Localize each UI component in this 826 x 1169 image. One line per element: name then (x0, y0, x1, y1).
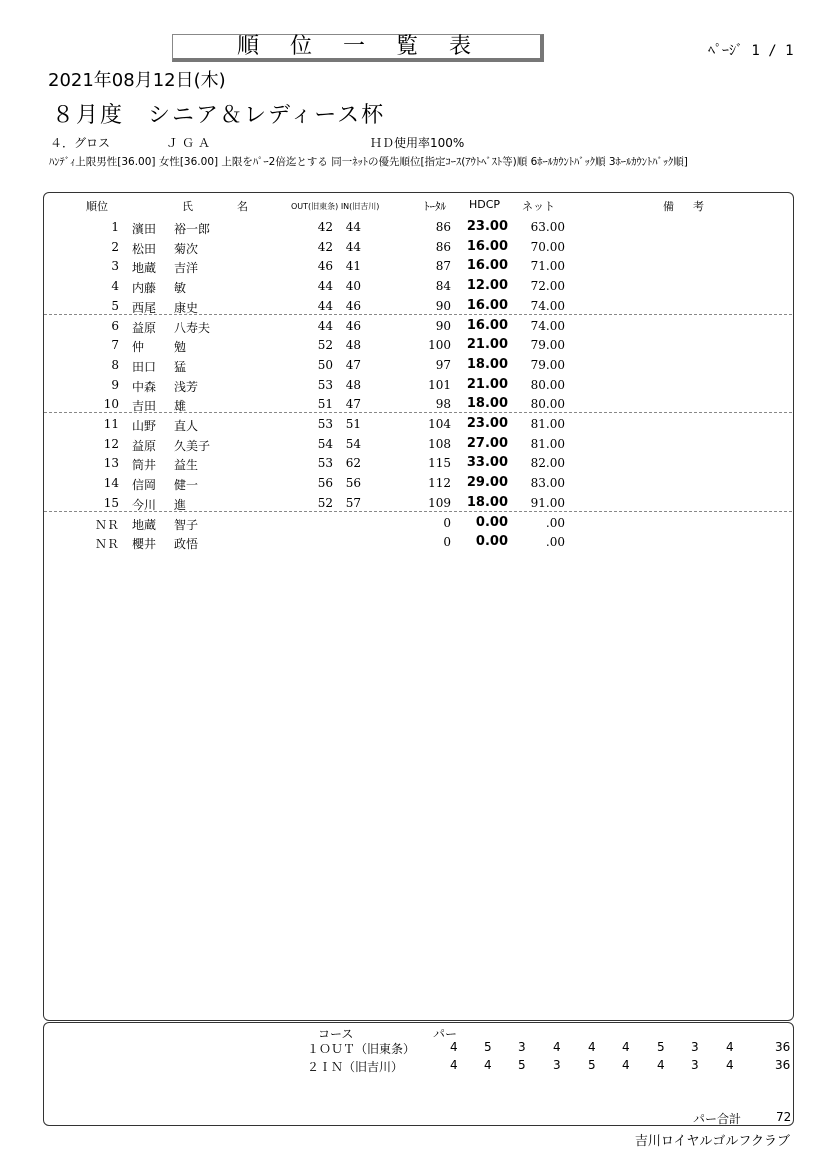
in-score-cell: 51 (345, 417, 361, 431)
hdcp-cell: 33.00 (466, 455, 508, 471)
table-row (44, 335, 792, 355)
given-name-cell: 敏 (174, 281, 187, 296)
surname-cell: 仲 (132, 340, 145, 355)
table-row (44, 237, 792, 257)
col-name-1: 氏 (182, 200, 193, 213)
hole-par: 3 (691, 1058, 699, 1072)
course-row (0, 1040, 826, 1056)
total-cell: 86 (435, 239, 451, 254)
rank-cell: ＮＲ (94, 517, 119, 532)
in-score-cell: 56 (345, 476, 361, 491)
total-cell: 86 (435, 220, 451, 234)
hdcp-cell: 16.00 (466, 317, 508, 333)
hole-par: 3 (553, 1058, 561, 1072)
hdcp-cell: 18.00 (466, 494, 508, 510)
net-cell: 81.00 (530, 436, 565, 451)
given-name-cell: 菊次 (174, 241, 199, 256)
hdcp-cell: 23.00 (466, 416, 508, 431)
out-score-cell: 56 (317, 476, 333, 491)
net-cell: 81.00 (530, 417, 565, 431)
out-score-cell: 53 (317, 417, 333, 431)
hole-par: 4 (450, 1058, 458, 1072)
given-name-cell: 智子 (174, 517, 199, 532)
out-score-cell: 42 (317, 239, 333, 254)
total-cell: 0 (443, 535, 451, 550)
total-cell: 115 (428, 456, 451, 471)
hole-par: 4 (588, 1040, 596, 1054)
hole-par: 4 (553, 1040, 561, 1054)
net-cell: 72.00 (530, 279, 565, 294)
title-box (172, 34, 544, 62)
course-par-total: 36 (775, 1040, 791, 1054)
event-name: ８月度 シニア＆レディース杯 (52, 103, 386, 128)
par-label: パー (433, 1027, 458, 1041)
given-name-cell: 進 (174, 497, 187, 512)
in-score-cell: 47 (345, 357, 361, 372)
rank-cell: 6 (111, 318, 119, 333)
rank-cell: 15 (103, 495, 119, 510)
hole-par: 5 (484, 1040, 492, 1054)
hole-par: 4 (622, 1040, 630, 1054)
page-title: 順位一覧表 (236, 34, 502, 59)
rank-cell: 7 (111, 338, 119, 353)
table-row (44, 276, 792, 296)
in-score-cell: 46 (345, 318, 361, 333)
total-cell: 109 (428, 495, 451, 510)
total-cell: 0 (443, 515, 451, 530)
col-rank: 順位 (86, 200, 108, 213)
table-row (44, 532, 792, 552)
total-cell: 97 (435, 357, 451, 372)
net-cell: 91.00 (530, 495, 565, 510)
out-score-cell: 44 (317, 298, 333, 313)
out-score-cell: 50 (317, 357, 333, 372)
surname-cell: 山野 (132, 419, 157, 433)
association: ＪＧＡ (166, 136, 215, 150)
net-cell: 80.00 (530, 397, 565, 412)
in-score-cell: 47 (345, 397, 361, 412)
surname-cell: 筒井 (132, 458, 157, 473)
table-row (44, 375, 792, 395)
net-cell: .00 (545, 535, 565, 550)
rank-cell: 12 (103, 436, 119, 451)
hole-par: 5 (657, 1040, 665, 1054)
net-cell: 79.00 (530, 357, 565, 372)
in-score-cell: 46 (345, 298, 361, 313)
hole-par: 4 (622, 1058, 630, 1072)
rank-cell: 11 (103, 417, 119, 431)
given-name-cell: 浅芳 (174, 379, 199, 394)
hole-par: 4 (484, 1058, 492, 1072)
given-name-cell: 久美子 (174, 438, 211, 453)
col-name-2: 名 (237, 200, 248, 213)
hole-par: 5 (588, 1058, 596, 1072)
total-cell: 104 (428, 417, 451, 431)
net-cell: 79.00 (530, 338, 565, 353)
given-name-cell: 健一 (174, 478, 199, 493)
table-row (44, 217, 792, 237)
surname-cell: 中森 (132, 379, 157, 394)
in-score-cell: 48 (345, 338, 361, 353)
net-cell: .00 (545, 515, 565, 530)
in-score-cell: 54 (345, 436, 361, 451)
net-cell: 71.00 (530, 259, 565, 274)
course-par-total: 36 (775, 1058, 791, 1072)
club-name: 吉川ロイヤルゴルフクラブ (634, 1134, 790, 1149)
table-row (44, 316, 792, 336)
page-number: ﾍﾟｰｼﾞ 1 / 1 (708, 43, 794, 59)
row-divider (44, 511, 792, 512)
total-cell: 87 (435, 259, 451, 274)
col-net: ネット (522, 200, 555, 213)
table-row (44, 473, 792, 493)
in-score-cell: 48 (345, 377, 361, 392)
hdcp-cell: 27.00 (466, 435, 508, 451)
hdcp-cell: 16.00 (466, 238, 508, 254)
col-total: ﾄｰﾀﾙ (424, 200, 446, 213)
in-score-cell: 62 (345, 456, 361, 471)
net-cell: 74.00 (530, 318, 565, 333)
hdcp-cell: 18.00 (466, 396, 508, 412)
hdcp-cell: 12.00 (466, 278, 508, 294)
surname-cell: 今川 (132, 497, 157, 512)
hdcp-cell: 16.00 (466, 258, 508, 274)
net-cell: 63.00 (530, 220, 565, 234)
course-name: ２ＩＮ（旧吉川） (307, 1060, 404, 1074)
out-score-cell: 52 (317, 495, 333, 510)
given-name-cell: 猛 (174, 359, 187, 374)
total-cell: 90 (435, 298, 451, 313)
given-name-cell: 雄 (174, 399, 187, 414)
rank-cell: 8 (111, 357, 119, 372)
out-score-cell: 54 (317, 436, 333, 451)
hole-par: 4 (657, 1058, 665, 1072)
total-cell: 84 (435, 279, 451, 294)
hdcp-cell: 21.00 (466, 376, 508, 392)
surname-cell: 信岡 (132, 478, 157, 493)
round-type: ４．グロス (50, 136, 111, 150)
net-cell: 82.00 (530, 456, 565, 471)
surname-cell: 松田 (132, 241, 157, 256)
out-score-cell: 53 (317, 377, 333, 392)
course-name: １ＯＵＴ（旧東条） (307, 1042, 416, 1056)
surname-cell: 益原 (132, 438, 157, 453)
hdcp-cell: 18.00 (466, 356, 508, 372)
hole-par: 3 (691, 1040, 699, 1054)
rank-cell: 3 (111, 259, 119, 274)
net-cell: 83.00 (530, 476, 565, 491)
hole-par: 3 (518, 1040, 526, 1054)
row-divider (44, 412, 792, 413)
total-cell: 90 (435, 318, 451, 333)
hdcp-cell: 23.00 (466, 219, 508, 234)
table-row (44, 453, 792, 473)
given-name-cell: 直人 (174, 419, 199, 433)
total-cell: 108 (428, 436, 451, 451)
table-row (44, 355, 792, 375)
col-note-1: 備 (663, 200, 674, 213)
hole-par: 4 (450, 1040, 458, 1054)
in-score-cell: 44 (345, 220, 361, 234)
hole-par: 4 (726, 1058, 734, 1072)
out-score-cell: 42 (317, 220, 333, 234)
rank-cell: 13 (103, 456, 119, 471)
col-out-in: OUT(旧東条) IN(旧吉川) (291, 202, 380, 211)
handicap-rules: ﾊﾝﾃﾞｨ上限男性[36.00] 女性[36.00] 上限をﾊﾟｰ2倍迄とする 同一ﾈｯﾄの優先順位[指定ｺｰｽ(ｱｳﾄﾍﾞｽﾄ等)順 6ﾎｰﾙｶｳﾝﾄﾊﾞｯｸ順 3ﾎｰﾙｶｳﾝﾄﾊﾞｯｸ順] (49, 156, 688, 168)
surname-cell: 益原 (132, 320, 157, 335)
given-name-cell: 勉 (174, 340, 187, 355)
event-date: 2021年08月12日(木) (48, 70, 226, 91)
net-cell: 70.00 (530, 239, 565, 254)
hdcp-cell: 21.00 (466, 337, 508, 353)
surname-cell: 地蔵 (132, 517, 157, 532)
total-cell: 98 (435, 397, 451, 412)
rank-cell: 9 (111, 377, 119, 392)
rank-cell: 5 (111, 298, 119, 313)
hdcp-cell: 0.00 (475, 534, 508, 550)
course-row (0, 1058, 826, 1074)
surname-cell: 濱田 (132, 222, 157, 236)
par-total-value: 72 (776, 1110, 792, 1124)
total-cell: 100 (428, 338, 451, 353)
rank-cell: ＮＲ (94, 537, 119, 552)
in-score-cell: 41 (345, 259, 361, 274)
row-divider (44, 314, 792, 315)
col-hdcp: HDCP (469, 198, 501, 211)
given-name-cell: 政悟 (174, 537, 199, 552)
given-name-cell: 八寿夫 (174, 320, 211, 335)
total-cell: 101 (428, 377, 451, 392)
surname-cell: 吉田 (132, 399, 157, 414)
out-score-cell: 51 (317, 397, 333, 412)
table-row (44, 256, 792, 276)
given-name-cell: 裕一郎 (174, 222, 211, 236)
given-name-cell: 益生 (174, 458, 199, 473)
table-row (44, 434, 792, 454)
table-row (44, 414, 792, 434)
rank-cell: 1 (111, 220, 119, 234)
hdcp-cell: 0.00 (475, 514, 508, 530)
out-score-cell: 53 (317, 456, 333, 471)
in-score-cell: 44 (345, 239, 361, 254)
net-cell: 74.00 (530, 298, 565, 313)
rank-cell: 10 (103, 397, 119, 412)
surname-cell: 田口 (132, 359, 157, 374)
rank-cell: 2 (111, 239, 119, 254)
surname-cell: 地蔵 (132, 261, 157, 276)
in-score-cell: 40 (345, 279, 361, 294)
hole-par: 5 (518, 1058, 526, 1072)
out-score-cell: 44 (317, 318, 333, 333)
surname-cell: 櫻井 (132, 537, 157, 552)
net-cell: 80.00 (530, 377, 565, 392)
rank-cell: 4 (111, 279, 119, 294)
out-score-cell: 46 (317, 259, 333, 274)
hdcp-cell: 16.00 (466, 297, 508, 313)
hole-par: 4 (726, 1040, 734, 1054)
total-cell: 112 (428, 476, 451, 491)
col-note-2: 考 (693, 200, 704, 213)
hd-rate: ＨＤ使用率100% (370, 136, 465, 150)
given-name-cell: 康史 (174, 300, 199, 315)
rank-cell: 14 (103, 476, 119, 491)
course-label: コース (318, 1027, 354, 1041)
in-score-cell: 57 (345, 495, 361, 510)
surname-cell: 内藤 (132, 281, 157, 296)
given-name-cell: 吉洋 (174, 261, 199, 276)
out-score-cell: 52 (317, 338, 333, 353)
hdcp-cell: 29.00 (466, 475, 508, 491)
table-row (44, 513, 792, 533)
out-score-cell: 44 (317, 279, 333, 294)
course-par-box (43, 1022, 794, 1126)
par-total-label: パー合計 (693, 1112, 742, 1126)
surname-cell: 西尾 (132, 300, 157, 315)
